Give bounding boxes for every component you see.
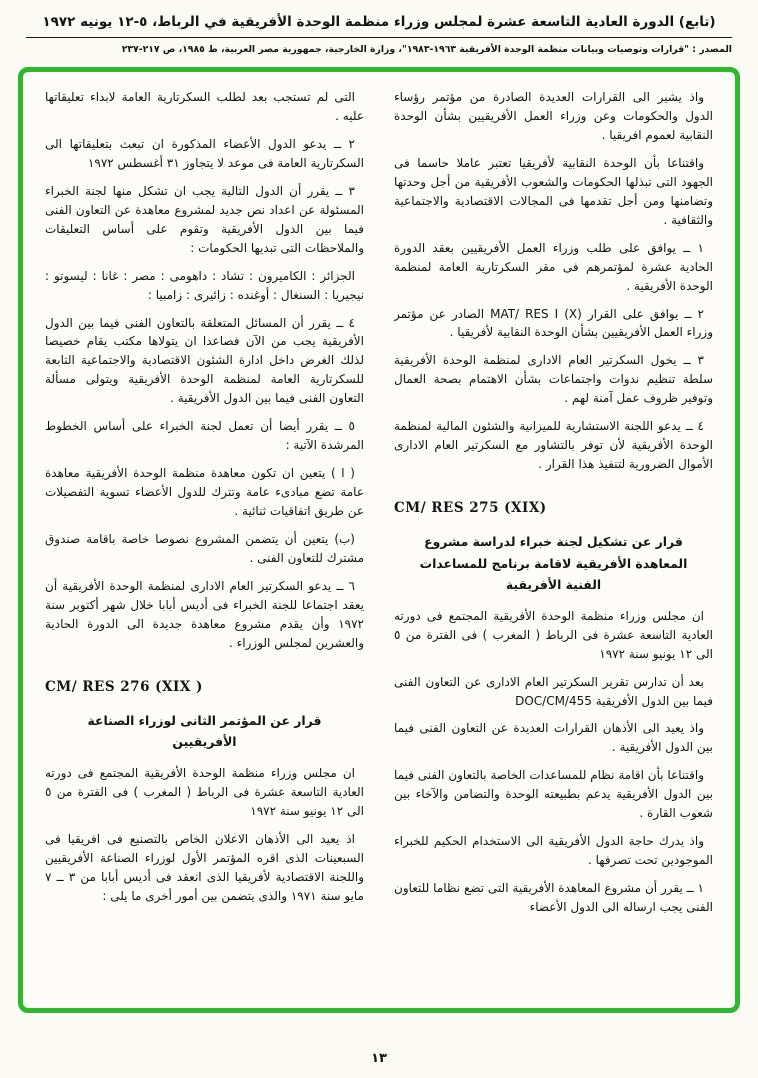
paragraph-text: ٢ ــ يوافق على القرار MAT/ RES I (X) الصادر عن مؤتمر وزراء العمل الأفريقيين بشأن الوحدة النقابية لأفريقيا . bbox=[394, 306, 713, 340]
paragraph-text: ٤ ــ يدعو اللجنة الاستشارية للميزانية والشئون المالية لمنظمة الوحدة الأفريقية لأن توفر بالتشاور مع السكرتير العام الادارى الأموال الضرورية لتنفيذ هذا القرار . bbox=[394, 419, 713, 472]
paragraph-text: ( ا ) يتعين ان تكون معاهدة منظمة الوحدة الأفريقية معاهدة عامة تضع مبادىء عامة وتترك للدول الأعضاء تسوية التفصيلات عن طريق اتفاقيات ثنائية . bbox=[45, 466, 364, 519]
paragraph-text: ٤ ــ يقرر أن المسائل المتعلقة بالتعاون الفنى فيما بين الدول الأفريقية يجب من الآن فصاعدا ان يتولاها مكتب يقام خصيصا لذلك الغرض داخل ادارة الشئون الاقتصادية والاجتماعية التابعة للسكرتارية العامة لمنظمة الوحدة الأفريقية ويتولى مسألة التعاون الفنى فيما بين الدول الأفريقية . bbox=[45, 315, 364, 406]
paragraph-text: ٢ ــ يدعو الدول الأعضاء المذكورة ان تبعث بتعليقاتها الى السكرتارية العامة فى موعد لا يتجاوز ٣١ أغسطس ١٩٧٢ bbox=[45, 136, 364, 170]
paragraph-text: الجزائر : الكاميرون : تشاد : داهومى : مصر : غانا : ليسوتو : نيجيريا : السنغال : أوغنده : زائيرى : زامبيا : bbox=[45, 268, 364, 302]
source-citation: المصدر : "قرارات وتوصيات وبيانات منظمة الوحدة الأفريقية ١٩٦٣-١٩٨٣"، وزارة الخارجية، جمهورية مصر العربية، ط ١٩٨٥، ص ٢١٧-٢٣٧ bbox=[121, 44, 732, 55]
paragraph-text: واقتناعا بأن الوحدة النقابية لأفريقيا تعتبر عاملا حاسما فى الجهود التى تبذلها الحكومات والشعوب الأفريقية من أجل وحدتها وتضامنها ومن أجل تقدمها فى المجالات الاقتصادية والاجتماعية والثقافية . bbox=[394, 155, 713, 227]
paragraph-text: بعد أن تدارس تقرير السكرتير العام الادارى عن التعاون الفنى فيما بين الدول الأفريقية DOC/CM/455 bbox=[394, 674, 713, 708]
paragraph-text: ان مجلس وزراء منظمة الوحدة الأفريقية المجتمع فى دورته العادية التاسعة عشرة فى الرباط ( المغرب ) فى الفترة من ٥ الى ١٢ يونيو سنة ١٩٧٢ bbox=[45, 766, 364, 819]
page-header bbox=[0, 0, 758, 55]
paragraph-text: واذ يعيد الى الأذهان القرارات العديدة عن التعاون الفنى فيما بين الدول الأفريقية . bbox=[394, 721, 713, 755]
resolution-heading: قرار عن تشكيل لجنة خبراء لدراسة مشروع المعاهدة الأفريقية لاقامة برنامج للمساعدات الفنية الأفريقية bbox=[419, 534, 688, 592]
resolution-code: CM/ RES 276 (XIX ) bbox=[45, 678, 203, 695]
paragraph-text: ٦ ــ يدعو السكرتير العام الادارى لمنظمة الوحدة الأفريقية أن يعقد اجتماعا للجنة الخبراء فى أديس أبابا خلال شهر أكتوبر سنة ١٩٧٢ وأن يقدم مشروع معاهدة جديدة الى الدورة الحادية والعشرين لمجلس الوزراء . bbox=[45, 578, 364, 650]
paragraph-text: ٥ ــ يقرر أيضا أن تعمل لجنة الخبراء على أساس الخطوط المرشدة الآتية : bbox=[45, 419, 364, 453]
paragraph-text: ١ ــ يوافق على طلب وزراء العمل الأفريقيين بعقد الدورة الحادية عشرة لمؤتمرهم فى مقر السكرتارية العامة لمنظمة الوحدة الأفريقية . bbox=[394, 240, 713, 293]
paragraph-text: واذ يشير الى القرارات العديدة الصادرة من مؤتمر رؤساء الدول والحكومات وعن وزراء العمل الأفريقيين بشأن الوحدة النقابية لعموم افريقيا . bbox=[394, 90, 713, 142]
document-title: (تابع) الدورة العادية التاسعة عشرة لمجلس وزراء منظمة الوحدة الأفريقية في الرباط، ٥-١٢ يونيه ١٩٧٢ bbox=[26, 14, 732, 38]
paragraph-text: التى لم تستجب بعد لطلب السكرتارية العامة لابداء تعليقاتها عليه . bbox=[45, 90, 364, 123]
page-number: ١٣ bbox=[371, 1051, 387, 1066]
resolution-heading: قرار عن المؤتمر الثانى لوزراء الصناعة الأفريقيين bbox=[87, 713, 322, 750]
paragraph-text: واقتناعا بأن اقامة نظام للمساعدات الخاصة بالتعاون الفنى فيما بين الدول الأفريقية يدعم بطبيعته الوحدة والتضامن والآخاء بين شعوب القارة . bbox=[394, 768, 713, 821]
right-column bbox=[394, 88, 713, 992]
left-column bbox=[45, 88, 364, 992]
paragraph-text: اذ يعيد الى الأذهان الاعلان الخاص بالتصنيع فى افريقيا فى السبعينات الذى اقره المؤتمر الأول لوزراء الصناعة الأفريقيين واللجنة الاقتصادية لأفريقيا الذى انعقد فى أديس أبابا من ٣ ــ ٧ مايو سنة ١٩٧١ والذى يتضمن بين أمور أخرى ما يلى : bbox=[45, 832, 364, 903]
paragraph-text: (ب) يتعين أن يتضمن المشروع نصوصا خاصة باقامة صندوق مشترك للتعاون الفنى . bbox=[45, 532, 364, 566]
paragraph-text: ٣ ــ يقرر أن الدول التالية يجب ان تشكل منها لجنة الخبراء المسئولة عن اعداد نص جديد لمشروع معاهدة عن التعاون الفنى فيما بين الدول الأفريقية وتقوم على أساس التعليقات والملاحظات التى تبديها الحكومات : bbox=[45, 183, 364, 255]
paragraph-text: واذ يدرك حاجة الدول الأفريقية الى الاستخدام الحكيم للخبراء الموجودين تحت تصرفها . bbox=[394, 834, 713, 868]
two-column-layout bbox=[45, 88, 713, 992]
paragraph-text: ١ ــ يقرر أن مشروع المعاهدة الأفريقية التى تضع نظاما للتعاون الفنى يجب ارساله الى الدول الأعضاء bbox=[394, 881, 713, 915]
paragraph-text: ٣ ــ يخول السكرتير العام الادارى لمنظمة الوحدة الأفريقية سلطة تنظيم ندوات واجتماعات بشأن الاهتمام بصحة العمال وتوفير ظروف عمل آمنة لهم . bbox=[394, 353, 713, 406]
resolution-code: CM/ RES 275 (XIX) bbox=[394, 500, 547, 517]
content-frame bbox=[18, 67, 740, 1013]
paragraph-text: ان مجلس وزراء منظمة الوحدة الأفريقية المجتمع فى دورته العادية التاسعة عشرة فى الرباط ( المغرب ) فى الفترة من ٥ الى ١٢ يونيو سنة ١٩٧٢ bbox=[394, 608, 713, 661]
